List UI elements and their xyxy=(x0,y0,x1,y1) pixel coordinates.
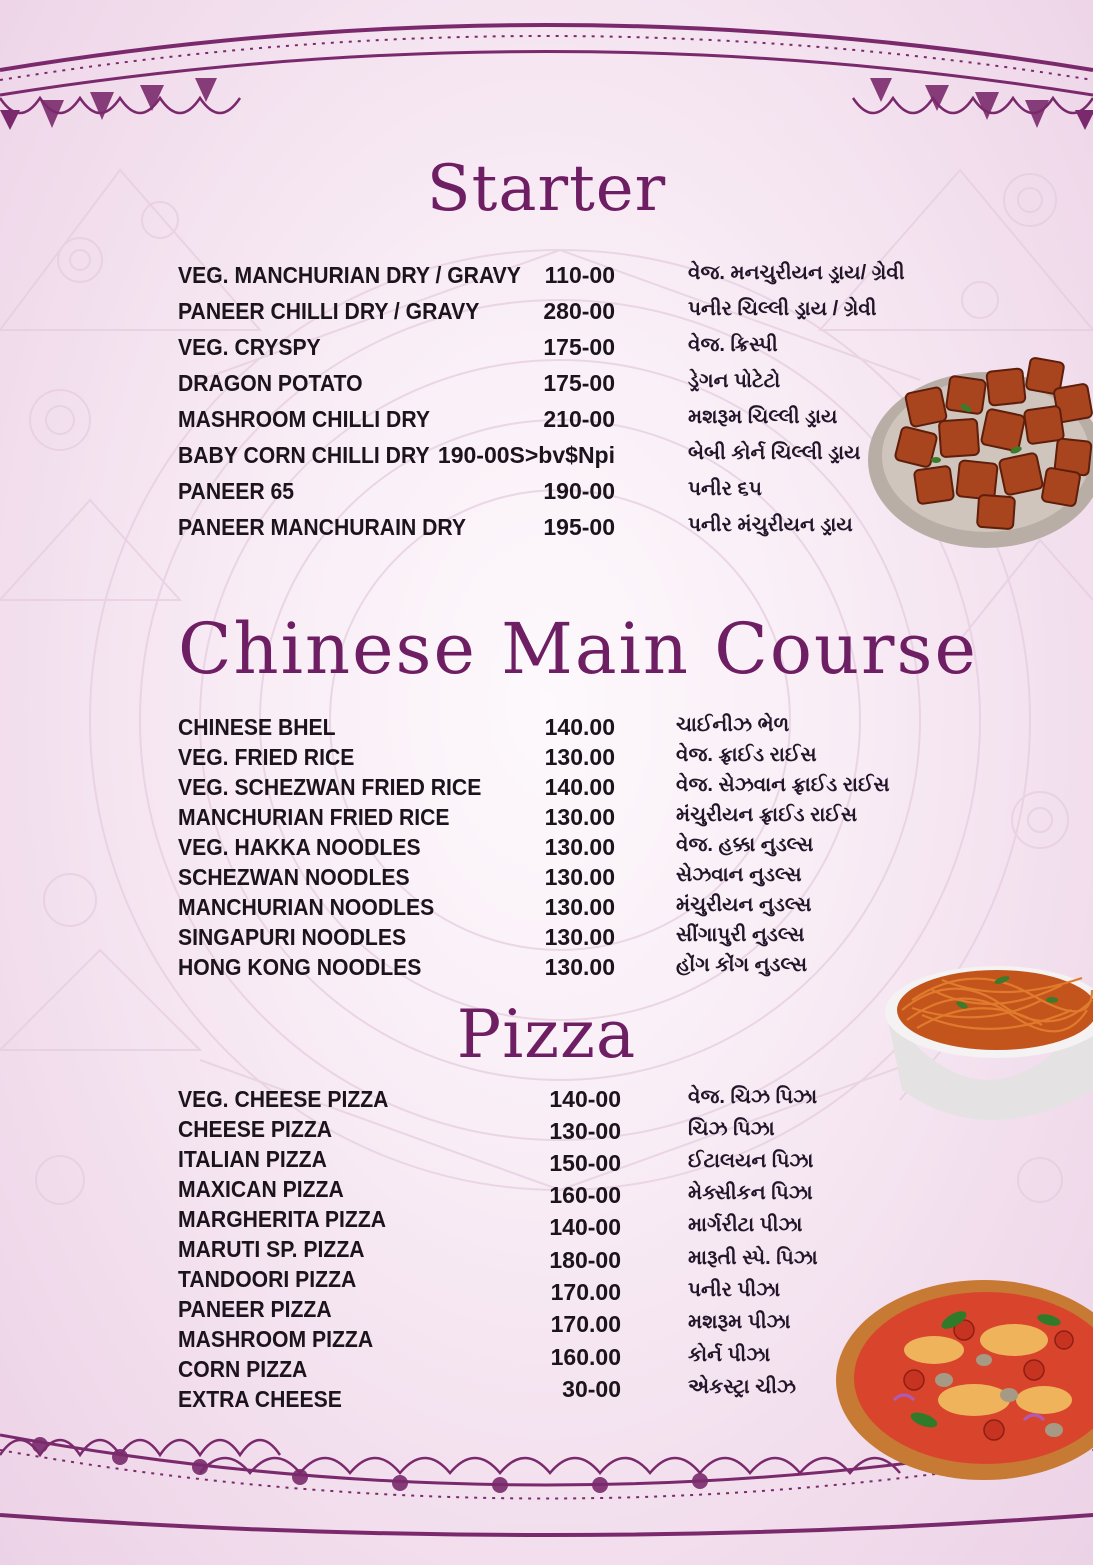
item-name-gujarati: ચિઝ પિઝા xyxy=(688,1118,775,1140)
item-name-gujarati: મંચુરીયન નુડલ્સ xyxy=(676,894,812,916)
menu-item-detail xyxy=(0,1214,1093,1244)
item-price: 130.00 xyxy=(544,804,615,830)
item-name: EXTRA CHEESE xyxy=(178,1386,342,1412)
item-price: 130.00 xyxy=(544,924,615,950)
item-price: 175-00 xyxy=(543,370,615,396)
item-name: ITALIAN PIZZA xyxy=(178,1146,327,1172)
item-name: TANDOORI PIZZA xyxy=(178,1266,357,1292)
item-price: 150-00 xyxy=(549,1150,621,1176)
item-price: 180-00 xyxy=(549,1247,621,1273)
item-name: CORN PIZZA xyxy=(178,1356,308,1382)
item-name-gujarati: પનીર મંચુરીયન ડ્રાય xyxy=(688,514,853,536)
item-name-gujarati: વેજ. સેઝવાન ફ્રાઈડ રાઈસ xyxy=(676,774,890,796)
item-name-gujarati: મશરૂમ ચિલ્લી ડ્રાય xyxy=(688,406,838,428)
item-name-gujarati: માર્ગરીટા પીઝા xyxy=(688,1214,803,1236)
item-name: DRAGON POTATO xyxy=(178,370,363,396)
pizza-image xyxy=(834,1280,1093,1500)
item-name-gujarati: વેજ. મનચુરીયન ડ્રાય/ ગ્રેવી xyxy=(688,262,905,284)
menu-item xyxy=(0,714,1093,744)
menu-item xyxy=(0,774,1093,804)
item-price: 195-00 xyxy=(543,514,615,540)
item-name: VEG. MANCHURIAN DRY / GRAVY xyxy=(178,262,521,288)
item-name-gujarati: મંચુરીયન ફ્રાઈડ રાઈસ xyxy=(676,804,858,826)
item-name-gujarati: ઈટાલયન પિઝા xyxy=(688,1150,814,1172)
item-name: VEG. HAKKA NOODLES xyxy=(178,834,421,860)
item-name: MASHROOM PIZZA xyxy=(178,1326,374,1352)
item-name: SINGAPURI NOODLES xyxy=(178,924,407,950)
item-name: MASHROOM CHILLI DRY xyxy=(178,406,430,432)
item-price: 210-00 xyxy=(543,406,615,432)
item-price: 130-00 xyxy=(549,1118,621,1144)
top-ornamental-border xyxy=(0,0,1093,150)
item-name: BABY CORN CHILLI DRY xyxy=(178,442,430,468)
item-name: SCHEZWAN NOODLES xyxy=(178,864,410,890)
item-price: 30-00 xyxy=(562,1376,621,1402)
item-name: PANEER 65 xyxy=(178,478,295,504)
item-name: MAXICAN PIZZA xyxy=(178,1176,344,1202)
item-name-gujarati: બેબી કોર્ન ચિલ્લી ડ્રાય xyxy=(688,442,861,464)
item-name-gujarati: મારૂતી સ્પે. પિઝા xyxy=(688,1247,818,1269)
item-name: PANEER PIZZA xyxy=(178,1296,332,1322)
item-name-gujarati: પનીર પીઝા xyxy=(688,1279,781,1301)
item-price: 170.00 xyxy=(550,1311,621,1337)
item-price: 130.00 xyxy=(544,894,615,920)
item-name-gujarati: મશરૂમ પીઝા xyxy=(688,1311,791,1333)
item-name: VEG. FRIED RICE xyxy=(178,744,355,770)
item-name: VEG. CRYSPY xyxy=(178,334,321,360)
menu-item xyxy=(0,298,1093,328)
item-price: 140.00 xyxy=(544,774,615,800)
section-title-starter: Starter xyxy=(426,152,667,226)
item-price: 140.00 xyxy=(544,714,615,740)
item-price: 130.00 xyxy=(544,744,615,770)
item-name: CHEESE PIZZA xyxy=(178,1116,333,1142)
item-price: 175-00 xyxy=(543,334,615,360)
item-name-gujarati: ચાઈનીઝ ભેળ xyxy=(676,714,790,736)
item-name: CHINESE BHEL xyxy=(178,714,336,740)
item-price: 190-00 xyxy=(543,478,615,504)
noodles-bowl-image xyxy=(882,950,1093,1135)
item-name-gujarati: મેક્સીકન પિઝા xyxy=(688,1182,813,1204)
item-name-gujarati: વેજ. હક્કા નુડલ્સ xyxy=(676,834,814,856)
item-name: HONG KONG NOODLES xyxy=(178,954,422,980)
item-price: 130.00 xyxy=(544,834,615,860)
item-name-gujarati: એકસ્ટ્રા ચીઝ xyxy=(688,1376,797,1398)
item-name-gujarati: ડ્રેગન પોટેટો xyxy=(688,370,781,392)
item-name-gujarati: વેજ. ક્રિસ્પી xyxy=(688,334,778,356)
item-name-gujarati: કોર્ન પીઝા xyxy=(688,1344,771,1366)
item-name-gujarati: વેજ. ફ્રાઈડ રાઈસ xyxy=(676,744,817,766)
section-title-chinese-main-course: Chinese Main Course xyxy=(178,608,978,690)
item-name: VEG. SCHEZWAN FRIED RICE xyxy=(178,774,482,800)
section-title-pizza: Pizza xyxy=(456,996,637,1073)
menu-item xyxy=(0,864,1093,894)
item-price: 160.00 xyxy=(550,1344,621,1370)
paneer-plate-image xyxy=(866,350,1093,550)
item-price: 280-00 xyxy=(543,298,615,324)
item-price: 130.00 xyxy=(544,864,615,890)
item-name: PANEER MANCHURAIN DRY xyxy=(178,514,467,540)
item-name: PANEER CHILLI DRY / GRAVY xyxy=(178,298,480,324)
item-name-gujarati: સેઝવાન નુડલ્સ xyxy=(676,864,802,886)
menu-item xyxy=(0,804,1093,834)
item-name: MANCHURIAN FRIED RICE xyxy=(178,804,450,830)
menu-item-detail xyxy=(0,1247,1093,1277)
menu-item xyxy=(0,894,1093,924)
menu-item-detail xyxy=(0,1182,1093,1212)
item-price: 160-00 xyxy=(549,1182,621,1208)
item-name: MARGHERITA PIZZA xyxy=(178,1206,387,1232)
item-name: MANCHURIAN NOODLES xyxy=(178,894,435,920)
item-name-gujarati: વેજ. ચિઝ પિઝા xyxy=(688,1086,818,1108)
menu-item xyxy=(0,262,1093,292)
item-price: 170.00 xyxy=(550,1279,621,1305)
menu-item xyxy=(0,744,1093,774)
item-price: 140-00 xyxy=(549,1086,621,1112)
item-name-gujarati: સીંગાપુરી નુડલ્સ xyxy=(676,924,805,946)
item-name: VEG. CHEESE PIZZA xyxy=(178,1086,389,1112)
item-name-gujarati: હોંગ કોંગ નુડલ્સ xyxy=(676,954,808,976)
menu-item xyxy=(0,834,1093,864)
item-price: 190-00S>bv$Npi xyxy=(437,442,615,468)
menu-item-detail xyxy=(0,1150,1093,1180)
item-name-gujarati: પનીર ચિલ્લી ડ્રાય / ગ્રેવી xyxy=(688,298,877,320)
item-price: 130.00 xyxy=(544,954,615,980)
item-name-gujarati: પનીર ૬૫ xyxy=(688,478,762,500)
item-price: 110-00 xyxy=(544,262,615,288)
item-price: 140-00 xyxy=(549,1214,621,1240)
item-name: MARUTI SP. PIZZA xyxy=(178,1236,365,1262)
